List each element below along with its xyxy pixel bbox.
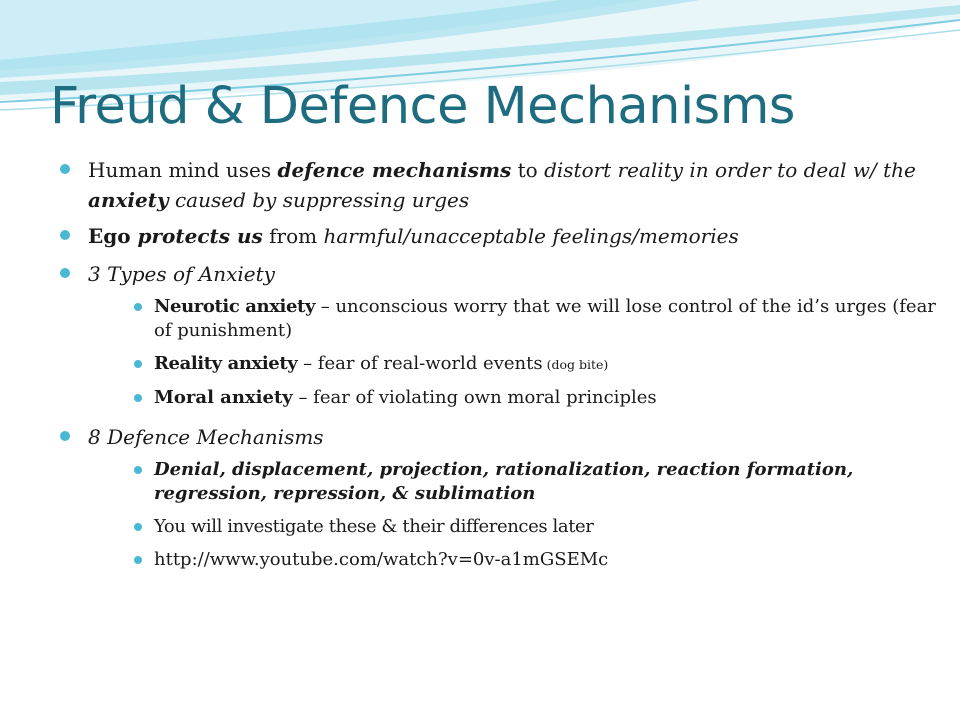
bullet-italic: harmful/unacceptable	[323, 224, 546, 248]
sub-bullet-dot-icon	[134, 466, 142, 474]
sub-bullet-dot-icon	[134, 523, 142, 531]
bullet-label: 8 Defence Mechanisms	[88, 425, 324, 449]
bullet-defence-mechanisms	[60, 155, 940, 215]
sub-bullet-dot-icon	[134, 394, 142, 402]
sub-bullet-text: – fear of violating own moral principles	[292, 387, 657, 408]
bullet-dot-icon	[60, 268, 70, 278]
sub-bullet-reality	[116, 352, 940, 377]
bullet-types-of-anxiety	[60, 259, 940, 410]
bullet-emphasis: anxiety	[88, 188, 169, 212]
bullet-dot-icon	[60, 164, 70, 174]
bullet-text: to	[511, 158, 545, 182]
sub-bullet-note: (dog bite)	[542, 357, 609, 372]
sub-bullet-link	[116, 548, 940, 572]
sub-bullet-dot-icon	[134, 556, 142, 564]
slide-content	[60, 155, 940, 581]
sub-bullet-text: You will investigate these & their differences later	[154, 516, 594, 537]
bullet-list	[60, 155, 940, 572]
bullet-emphasis: protects us	[137, 224, 263, 248]
anxiety-sublist	[88, 295, 940, 410]
bullet-dot-icon	[60, 230, 70, 240]
bullet-text: Human mind uses	[88, 158, 278, 182]
bullet-emphasis: defence mechanisms	[277, 158, 512, 182]
sub-bullet-neurotic	[116, 295, 940, 343]
bullet-dot-icon	[60, 431, 70, 441]
bullet-label: 3 Types of Anxiety	[88, 262, 275, 286]
bullet-text: from	[262, 224, 324, 248]
bullet-italic: caused by suppressing urges	[168, 188, 470, 212]
bullet-italic: distort reality in order to deal w/ the	[544, 158, 916, 182]
sub-bullet-text: – fear of real-world events	[297, 353, 543, 374]
sub-bullet-text: – unconscious worry that we will lose control of the id’s urges (fear of punishment)	[154, 296, 936, 341]
slide-title: Freud & Defence Mechanisms	[50, 77, 795, 136]
bullet-bold: Ego	[88, 224, 138, 248]
mechanisms-sublist	[88, 458, 940, 572]
bullet-defence-list	[60, 422, 940, 572]
sub-bullet-investigate	[116, 515, 940, 539]
sub-bullet-term: Reality anxiety	[154, 353, 298, 374]
sub-bullet-moral	[116, 386, 940, 410]
sub-bullet-dot-icon	[134, 303, 142, 311]
bullet-ego	[60, 221, 940, 251]
sub-bullet-mechanisms	[116, 458, 940, 506]
sub-bullet-term: Moral anxiety	[154, 387, 293, 408]
sub-bullet-emphasis: Denial, displacement, projection, rationalization, reaction formation, regression, repression, & sublimation	[154, 459, 854, 504]
sub-bullet-term: Neurotic anxiety	[154, 296, 316, 317]
youtube-link[interactable]: http://www.youtube.com/watch?v=0v-a1mGSEMc	[154, 549, 609, 570]
bullet-italic: feelings/memories	[545, 224, 739, 248]
sub-bullet-dot-icon	[134, 360, 142, 368]
